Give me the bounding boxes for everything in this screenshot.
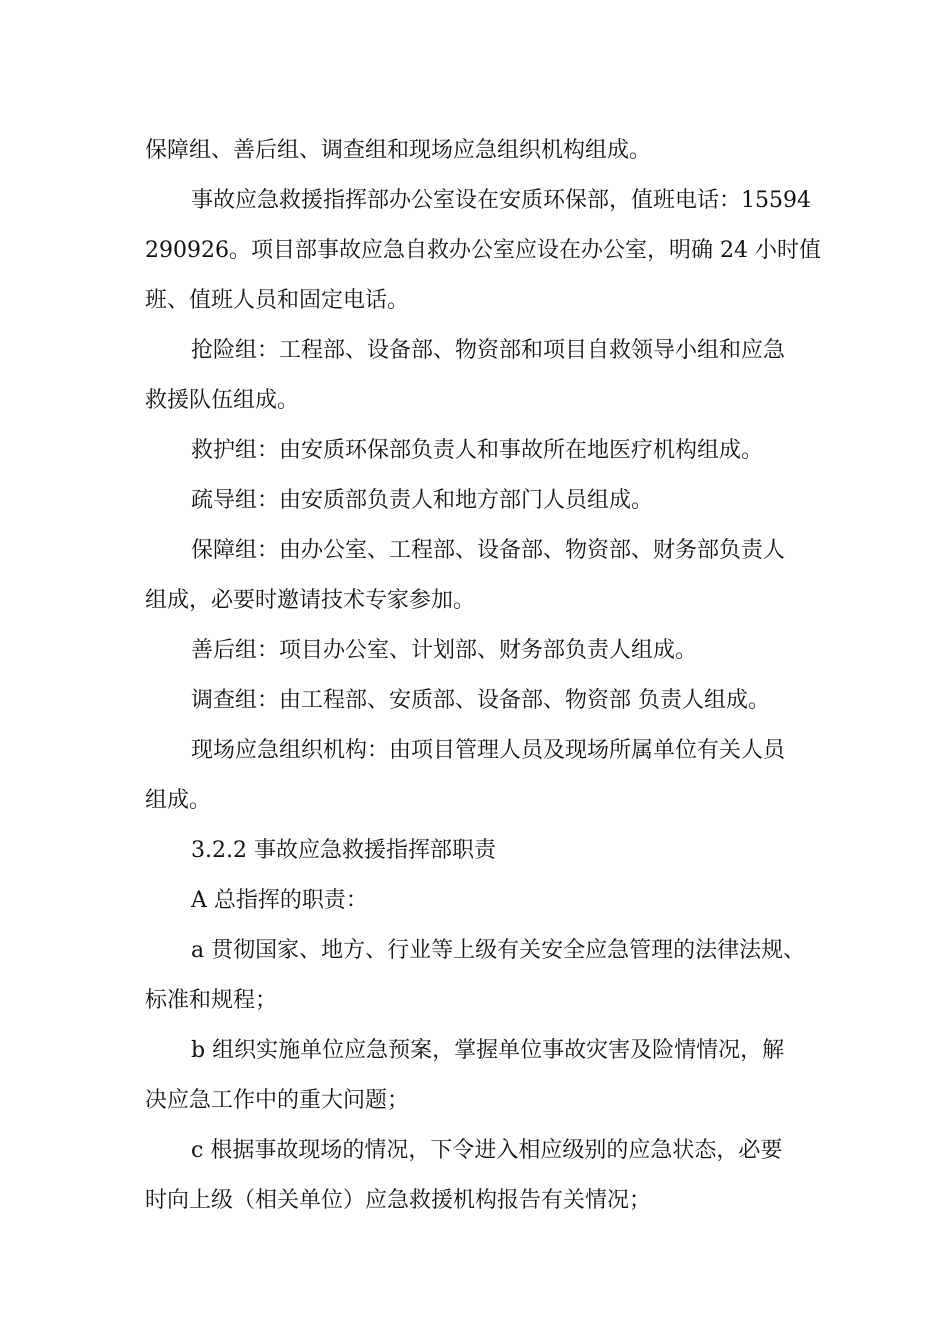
text-line: 善后组：项目办公室、计划部、财务部负责人组成。 [191, 638, 698, 663]
text-line: 事故应急救援指挥部办公室设在安质环保部，值班电话：15594 [191, 188, 811, 213]
text-line: 疏导组：由安质部负责人和地方部门人员组成。 [191, 488, 654, 513]
text-line: 保障组、善后组、调查组和现场应急组织机构组成。 [145, 138, 652, 163]
text-line: 组成。 [145, 788, 212, 813]
text-line: 调查组：由工程部、安质部、设备部、物资部 负责人组成。 [191, 688, 770, 713]
text-line: 班、值班人员和固定电话。 [145, 288, 410, 313]
text-line: 290926。项目部事故应急自救办公室应设在办公室，明确 24 小时值 [145, 238, 821, 263]
text-line: 现场应急组织机构：由项目管理人员及现场所属单位有关人员 [191, 738, 786, 763]
text-line: a 贯彻国家、地方、行业等上级有关安全应急管理的法律法规、 [191, 938, 806, 963]
text-line: 标准和规程； [145, 988, 278, 1013]
text-line: 保障组：由办公室、工程部、设备部、物资部、财务部负责人 [191, 538, 786, 563]
text-line: 救护组：由安质环保部负责人和事故所在地医疗机构组成。 [191, 438, 764, 463]
text-line: 决应急工作中的重大问题； [145, 1088, 410, 1113]
text-line: 抢险组：工程部、设备部、物资部和项目自救领导小组和应急 [191, 338, 786, 363]
text-line: 救援队伍组成。 [145, 388, 300, 413]
text-line: b 组织实施单位应急预案，掌握单位事故灾害及险情情况，解 [191, 1038, 785, 1063]
text-line: c 根据事故现场的情况，下令进入相应级别的应急状态，必要 [191, 1138, 783, 1163]
section-heading: 3.2.2 事故应急救援指挥部职责 [191, 838, 496, 863]
text-line: 组成，必要时邀请技术专家参加。 [145, 588, 476, 613]
text-line: 时向上级（相关单位）应急救援机构报告有关情况； [145, 1188, 652, 1213]
subsection-heading: A 总指挥的职责： [191, 888, 368, 913]
